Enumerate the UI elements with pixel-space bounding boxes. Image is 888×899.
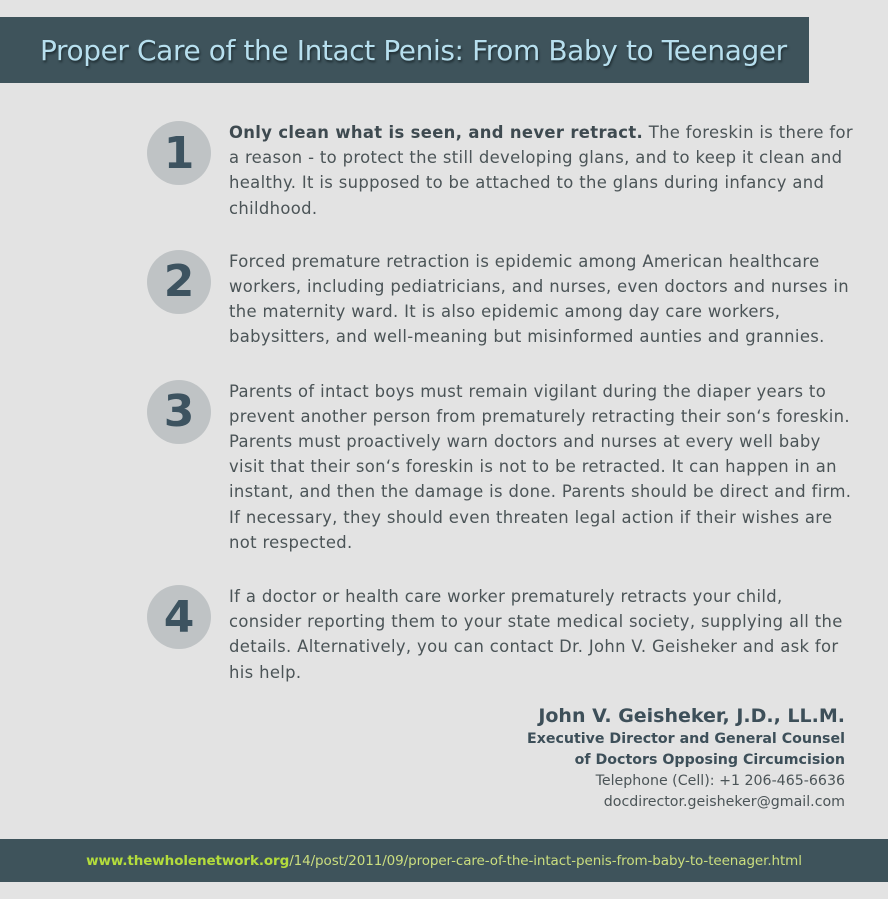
signature-role-line: of Doctors Opposing Circumcision bbox=[574, 752, 845, 768]
footer-banner bbox=[0, 839, 888, 882]
step-text: If a doctor or health care worker prematurely retracts your child, consider reporting them to your state medical society, supplying all the details. Alternatively, you can contact Dr. John V. Geisheker and ask for his help. bbox=[229, 587, 843, 682]
list-item bbox=[147, 120, 857, 221]
list-item bbox=[147, 379, 857, 555]
signature-block bbox=[527, 703, 845, 813]
source-url-link[interactable] bbox=[86, 853, 802, 869]
title-banner bbox=[0, 17, 809, 83]
step-body-text: The foreskin is there for a reason - to protect the still developing glans, and to keep it clean and healthy. It is supposed to be attached to the glans during infancy and childhood. bbox=[229, 123, 854, 218]
step-number-badge: 2 bbox=[147, 250, 211, 314]
care-steps-list bbox=[147, 120, 857, 685]
signature-email: docdirector.geisheker@gmail.com bbox=[603, 794, 845, 810]
step-text: Forced premature retraction is epidemic among American healthcare workers, including pediatricians, and nurses, even doctors and nurses in the maternity ward. It is also epidemic among day care workers, babysitters, and well-meaning but misinformed aunties and grannies. bbox=[229, 251, 849, 347]
step-number-badge: 1 bbox=[147, 121, 211, 185]
step-text bbox=[229, 120, 857, 221]
step-text: Parents of intact boys must remain vigilant during the diaper years to prevent another person from prematurely retracting their son‘s foreskin. Parents must proactively warn doctors and nurses at every well baby visit that their son‘s foreskin is not to be retracted. It can happen in an instant, and then the damage is done. Parents should be direct and firm. If necessary, they should even threaten legal action if their wishes are not respected. bbox=[229, 381, 852, 552]
step-number-badge: 3 bbox=[147, 380, 211, 444]
signature-name: John V. Geisheker, J.D., LL.M. bbox=[538, 705, 845, 727]
page-title: Proper Care of the Intact Penis: From Baby to Teenager bbox=[40, 33, 787, 67]
source-url-path: /14/post/2011/09/proper-care-of-the-intact-penis-from-baby-to-teenager.html bbox=[289, 852, 802, 869]
step-lead-text: Only clean what is seen, and never retract. bbox=[229, 123, 644, 142]
signature-phone: Telephone (Cell): +1 206-465-6636 bbox=[595, 773, 845, 789]
step-number-badge: 4 bbox=[147, 585, 211, 649]
list-item bbox=[147, 584, 857, 685]
source-url-domain: www.thewholenetwork.org bbox=[86, 852, 290, 869]
list-item bbox=[147, 249, 857, 350]
signature-role-line: Executive Director and General Counsel bbox=[527, 731, 845, 747]
